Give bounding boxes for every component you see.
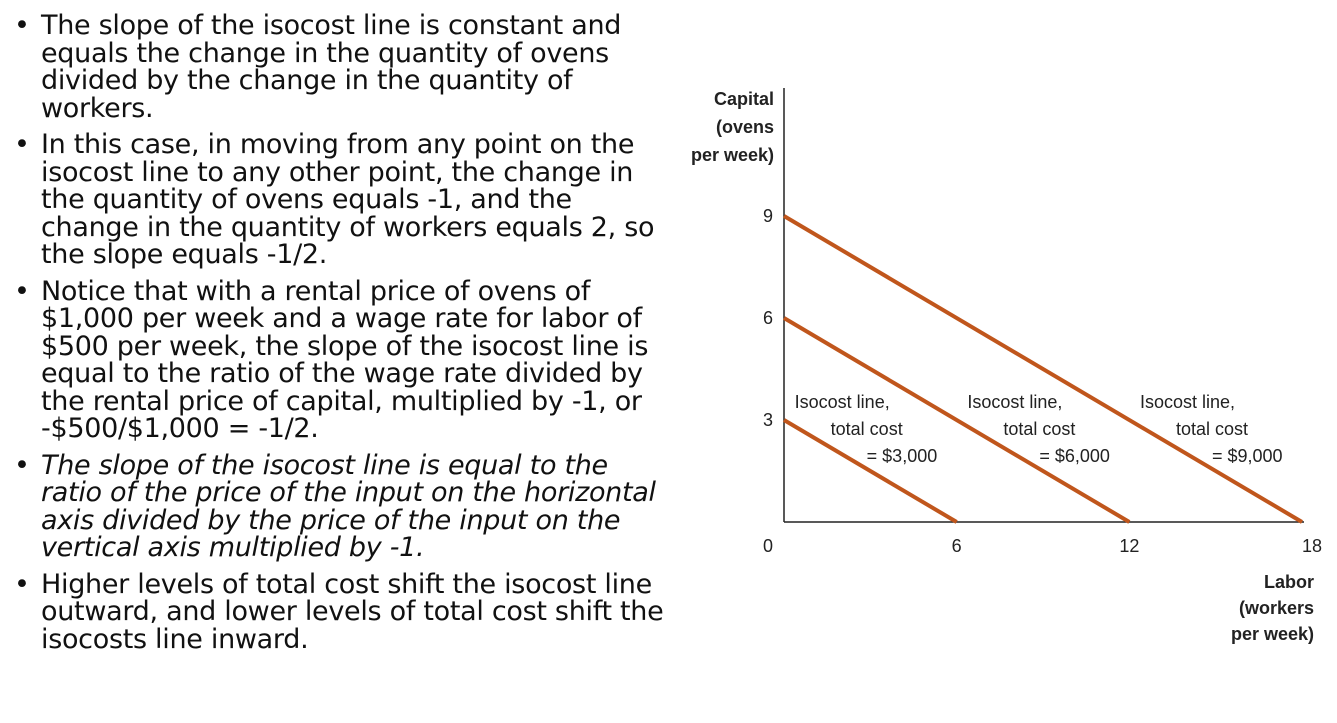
x-tick-label: 12 (1119, 536, 1140, 556)
isocost-line (784, 216, 1302, 522)
isocost-line-label: = $9,000 (1212, 446, 1283, 466)
bullet-dot-icon: • (14, 449, 30, 481)
y-axis-title-line: (ovens (715, 117, 774, 137)
bullet-text: In this case, in moving from any point on the isocost line to any other point, the change in the quantity of ovens equals -1, and the change in the quantity of workers equals 2, so the slope equals -1/2. (41, 129, 655, 270)
x-tick-label: 6 (951, 536, 962, 556)
x-axis-title-line: per week) (1230, 624, 1314, 644)
bullet-text: The slope of the isocost line is equal to the ratio of the price of the input on the horizontal axis divided by the price of the input on the vertical axis multiplied by -1. (41, 449, 656, 563)
isocost-lines (784, 216, 1302, 522)
bullet-dot-icon: • (14, 275, 30, 307)
y-tick-label: 6 (762, 308, 774, 328)
isocost-line-label: Isocost line, (794, 392, 890, 412)
isocost-chart (680, 80, 1330, 660)
x-axis-title-line: Labor (1263, 572, 1314, 592)
y-tick-label: 9 (762, 206, 774, 226)
bullet-item (14, 275, 674, 444)
y-tick-label: 3 (762, 410, 774, 430)
bullet-dot-icon: • (14, 10, 30, 41)
bullet-text: Notice that with a rental price of ovens of $1,000 per week and a wage rate for labor of $500 per week, the slope of the isocost line is equal to the ratio of the wage rate divided by the rental price of capital, multiplied by -1, or -$500/$1,000 = -1/2. (41, 275, 649, 444)
origin-tick-label: 0 (762, 536, 774, 556)
isocost-line-label: total cost (1176, 419, 1249, 439)
bullet-list (14, 12, 674, 662)
y-axis-title-line: per week) (690, 145, 774, 165)
bullet-dot-icon: • (14, 129, 30, 160)
isocost-line-label: Isocost line, (1140, 392, 1236, 412)
bullet-text: Higher levels of total cost shift the isocost line outward, and lower levels of total cost shift the isocosts line inward. (41, 568, 664, 655)
isocost-line-label: Isocost line, (967, 392, 1063, 412)
bullet-item (14, 449, 674, 563)
isocost-line-label: total cost (830, 419, 903, 439)
bullet-item (14, 568, 674, 655)
y-axis-title-line: Capital (713, 89, 774, 109)
x-axis-title-line: (workers (1238, 598, 1314, 618)
bullet-dot-icon: • (14, 568, 30, 600)
x-tick-label: 18 (1301, 536, 1323, 556)
bullet-text: The slope of the isocost line is constant and equals the change in the quantity of ovens divided by the change in the quantity of workers. (41, 10, 622, 124)
chart-labels (691, 89, 1322, 644)
bullet-item (14, 131, 674, 269)
isocost-line-label: = $6,000 (1039, 446, 1110, 466)
isocost-line-label: total cost (1003, 419, 1076, 439)
bullet-item (14, 12, 674, 122)
isocost-line-label: = $3,000 (866, 446, 938, 466)
